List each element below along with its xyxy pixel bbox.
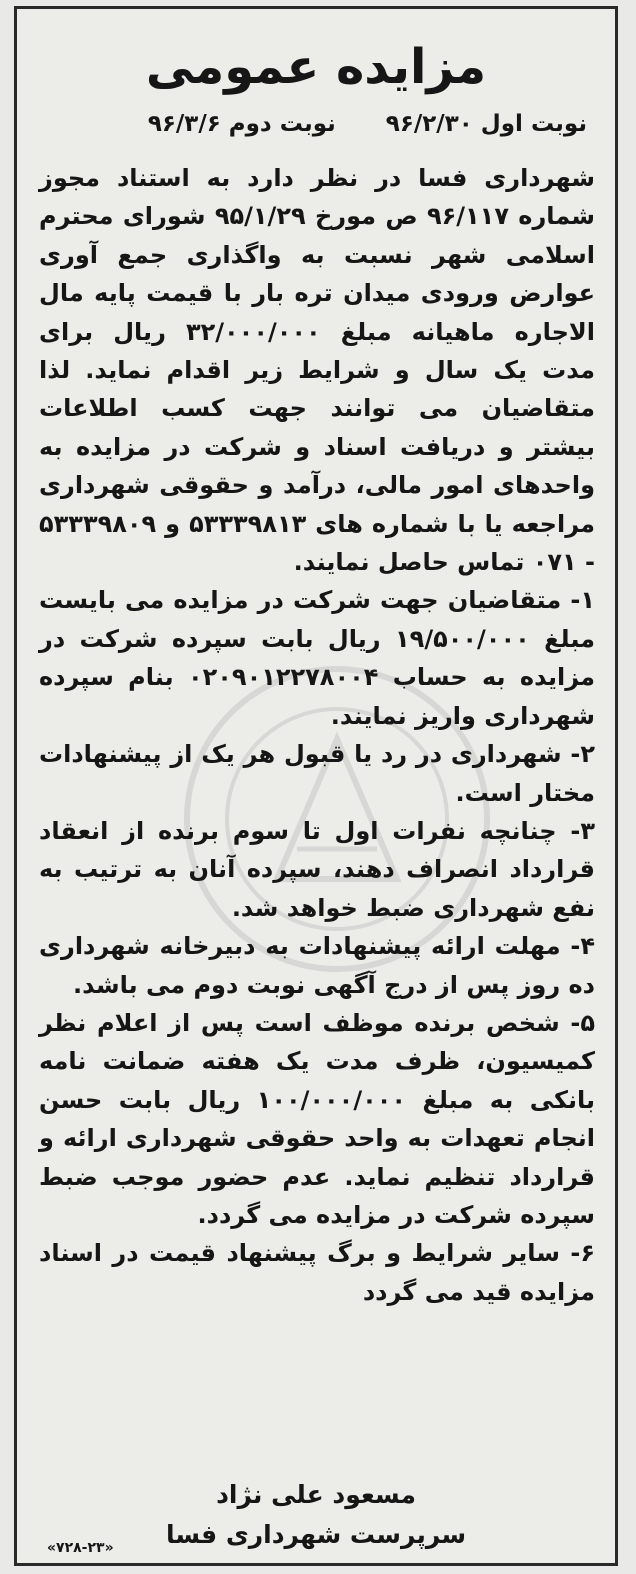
signatory-name: مسعود علی نژاد <box>216 1480 416 1509</box>
newspaper-ad-frame <box>14 6 618 1566</box>
publication-rounds <box>148 109 587 139</box>
notice-body <box>39 159 595 1311</box>
notice-title: مزایده عمومی <box>145 39 487 95</box>
condition-item-3: ۳- چنانچه نفرات اول تا سوم برنده از انعقاد قرارداد انصراف دهند، سپرده آنان به ترتیب به نفع شهرداری ضبط خواهد شد. <box>39 816 595 922</box>
condition-item-2: ۲- شهرداری در رد یا قبول هر یک از پیشنهادات مختار است. <box>39 740 595 807</box>
second-round-date: نوبت دوم ۹۶/۳/۶ <box>147 111 336 137</box>
condition-item-5: ۵- شخص برنده موظف است پس از اعلام نظر کمیسیون، ظرف مدت یک هفته ضمانت نامه بانکی به مبلغ ۱۰۰/۰۰۰/۰۰۰ ریال بابت حسن انجام تعهدات به واحد حقوقی شهرداری ارائه و قرارداد تنظیم نماید. عدم حضور موجب ضبط سپرده شرکت در مزایده می گردد. <box>39 1008 595 1229</box>
condition-item-6: ۶- سایر شرایط و برگ پیشنهاد قیمت در اسناد مزایده قید می گردد <box>39 1239 595 1306</box>
reference-code: «۷۲۸-۲۳» <box>47 1540 114 1556</box>
condition-item-1: ۱- متقاضیان جهت شرکت در مزایده می بایست مبلغ ۱۹/۵۰۰/۰۰۰ ریال بابت سپرده شرکت در مزایده به حساب ۰۲۰۹۰۱۲۲۷۸۰۰۴ بنام سپرده شهرداری واریز نمایند. <box>39 586 595 730</box>
condition-item-4: ۴- مهلت ارائه پیشنهادات به دبیرخانه شهرداری ده روز پس از درج آگهی نوبت دوم می باشد. <box>39 932 595 999</box>
notice-intro-paragraph: شهرداری فسا در نظر دارد به استناد مجوز شماره ۹۶/۱۱۷ ص مورخ ۹۵/۱/۲۹ شورای محترم اسلامی شهر نسبت به واگذاری جمع آوری عوارض ورودی میدان تره بار با قیمت پایه مال الاجاره ماهیانه مبلغ ۳۲/۰۰۰/۰۰۰ ریال برای مدت یک سال و شرایط زیر اقدام نماید. لذا متقاضیان می توانند جهت کسب اطلاعات بیشتر و دریافت اسناد و شرکت در مزایده به واحدهای امور مالی، درآمد و حقوقی شهرداری مراجعه یا با شماره های ۵۳۳۳۹۸۱۳ و ۵۳۳۳۹۸۰۹ - ۰۷۱ تماس حاصل نمایند. <box>39 164 595 577</box>
signatory-title: سرپرست شهرداری فسا <box>165 1520 467 1549</box>
first-round-date: نوبت اول ۹۶/۲/۳۰ <box>385 111 587 137</box>
